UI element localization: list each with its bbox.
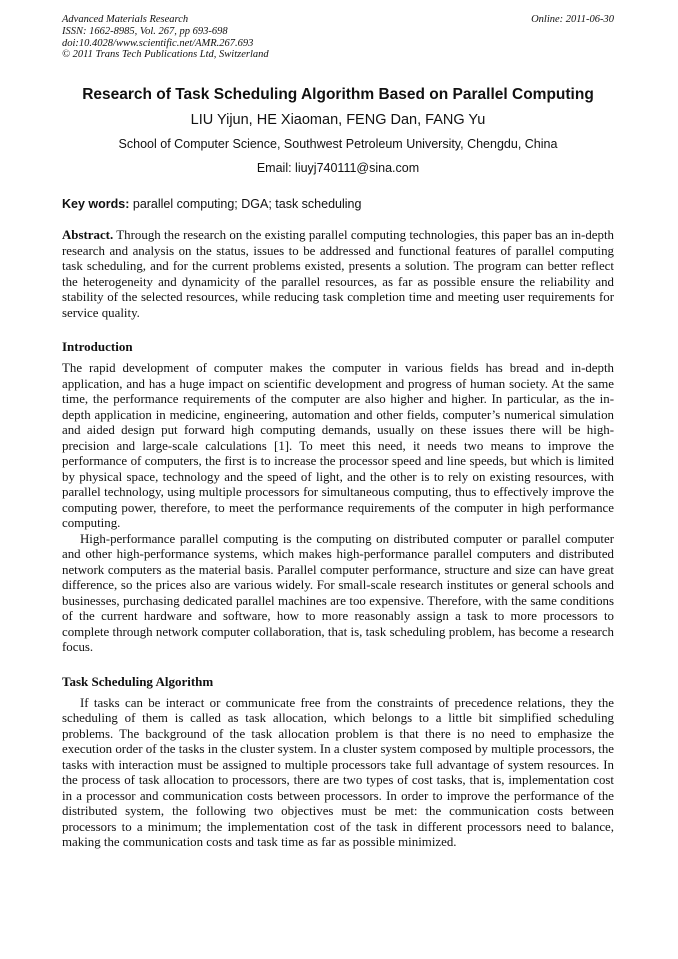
doi-line: doi:10.4028/www.scientific.net/AMR.267.693 [62,37,254,49]
journal-name: Advanced Materials Research [62,14,189,25]
abstract-label: Abstract. [62,228,114,243]
task-scheduling-paragraph-1: If tasks can be interact or communicate free from the constraints of precedence relations, they the scheduling of them is called as task allocation, which belongs to a little bit simplified scheduling problems. The background of the task allocation problem is that there is no need to emphasize the execution order of the tasks in the cluster system. In a cluster system composed by multiple processors, the tasks with interaction must be assigned to multiple processors take full advantage of system resources. In the process of task allocation to processors, there are two types of cost tasks, that is, implementation cost in a processor and communication costs between processors. In order to improve the performance of the distributed system, the following two objectives must be met: the communication costs between processors to a minimum; the implementation cost of the task in different processors need to balance, making the communication costs and task time as far as possible minimized. [62,695,614,850]
intro-paragraph-2: High-performance parallel computing is the computing on distributed computer or parallel computer and other high-performance systems, which makes high-performance parallel computers and distributed network computers as the material basis. Parallel computer performance, structure and size can have great difference, so the prices also are various widely. For small-scale research institutes or general schools and businesses, purchasing dedicated parallel machines are too expensive. Therefore, with the same conditions of the current hardware and software, how to more reasonably assign a task to more processors to complete through network computer collaboration, that is, task scheduling problem, has become a research focus. [62,531,614,655]
paper-email: Email: liuyj740111@sina.com [256,161,420,176]
section-heading-introduction: Introduction [62,339,133,355]
section-heading-task-scheduling: Task Scheduling Algorithm [62,673,214,689]
abstract-text: Through the research on the existing parallel computing technologies, this paper bas an in-depth research and analysis on the status, issues to be addressed and functional features of parallel computing task scheduling, and for the current problems existed, presents a solution. The program can better reflect the heterogeneity and dynamicity of the parallel resources, as far as possible ensure the reliability and stability of the selected resources, while reducing task completion time and meeting user requirements for service quality. [62,228,614,320]
keywords-label: Key words: [62,197,130,212]
paper-page [62,14,614,851]
keywords-text: parallel computing; DGA; task scheduling [129,197,362,212]
paper-affiliation: School of Computer Science, Southwest Petroleum University, Chengdu, China [118,137,558,152]
online-date: Online: 2011-06-30 [531,14,614,25]
abstract [62,228,614,321]
paper-authors: LIU Yijun, HE Xiaoman, FENG Dan, FANG Yu [190,112,486,129]
issn-line: ISSN: 1662-8985, Vol. 267, pp 693-698 [62,25,228,37]
intro-paragraph-1: The rapid development of computer makes the computer in various fields has bread and in-depth application, and has a huge impact on scientific development and progress of human society. At the same time, the performance requirements of the computer are also higher and higher. In particular, as the in-depth application in medicine, engineering, automation and other fields, computer’s numerical simulation and aided design put forward high computing demands, usually on these issues there will be high-precision and large-scale calculations [1]. To meet this need, it needs two means to improve the performance of computers, the first is to increase the processor speed and line speeds, but which is limited by physical space, technology and the speed of light, and the other is to rely on existing resources, with parallel technology, using multiple processors for simultaneous computing, thus to effectively improve the computing power, therefore, to meet the performance requirements of the computer in high performance computing. [62,361,614,531]
keywords [62,196,614,212]
journal-header [62,14,614,61]
paper-title: Research of Task Scheduling Algorithm Based on Parallel Computing [82,86,594,104]
copyright-line: © 2011 Trans Tech Publications Ltd, Switzerland [62,49,269,61]
